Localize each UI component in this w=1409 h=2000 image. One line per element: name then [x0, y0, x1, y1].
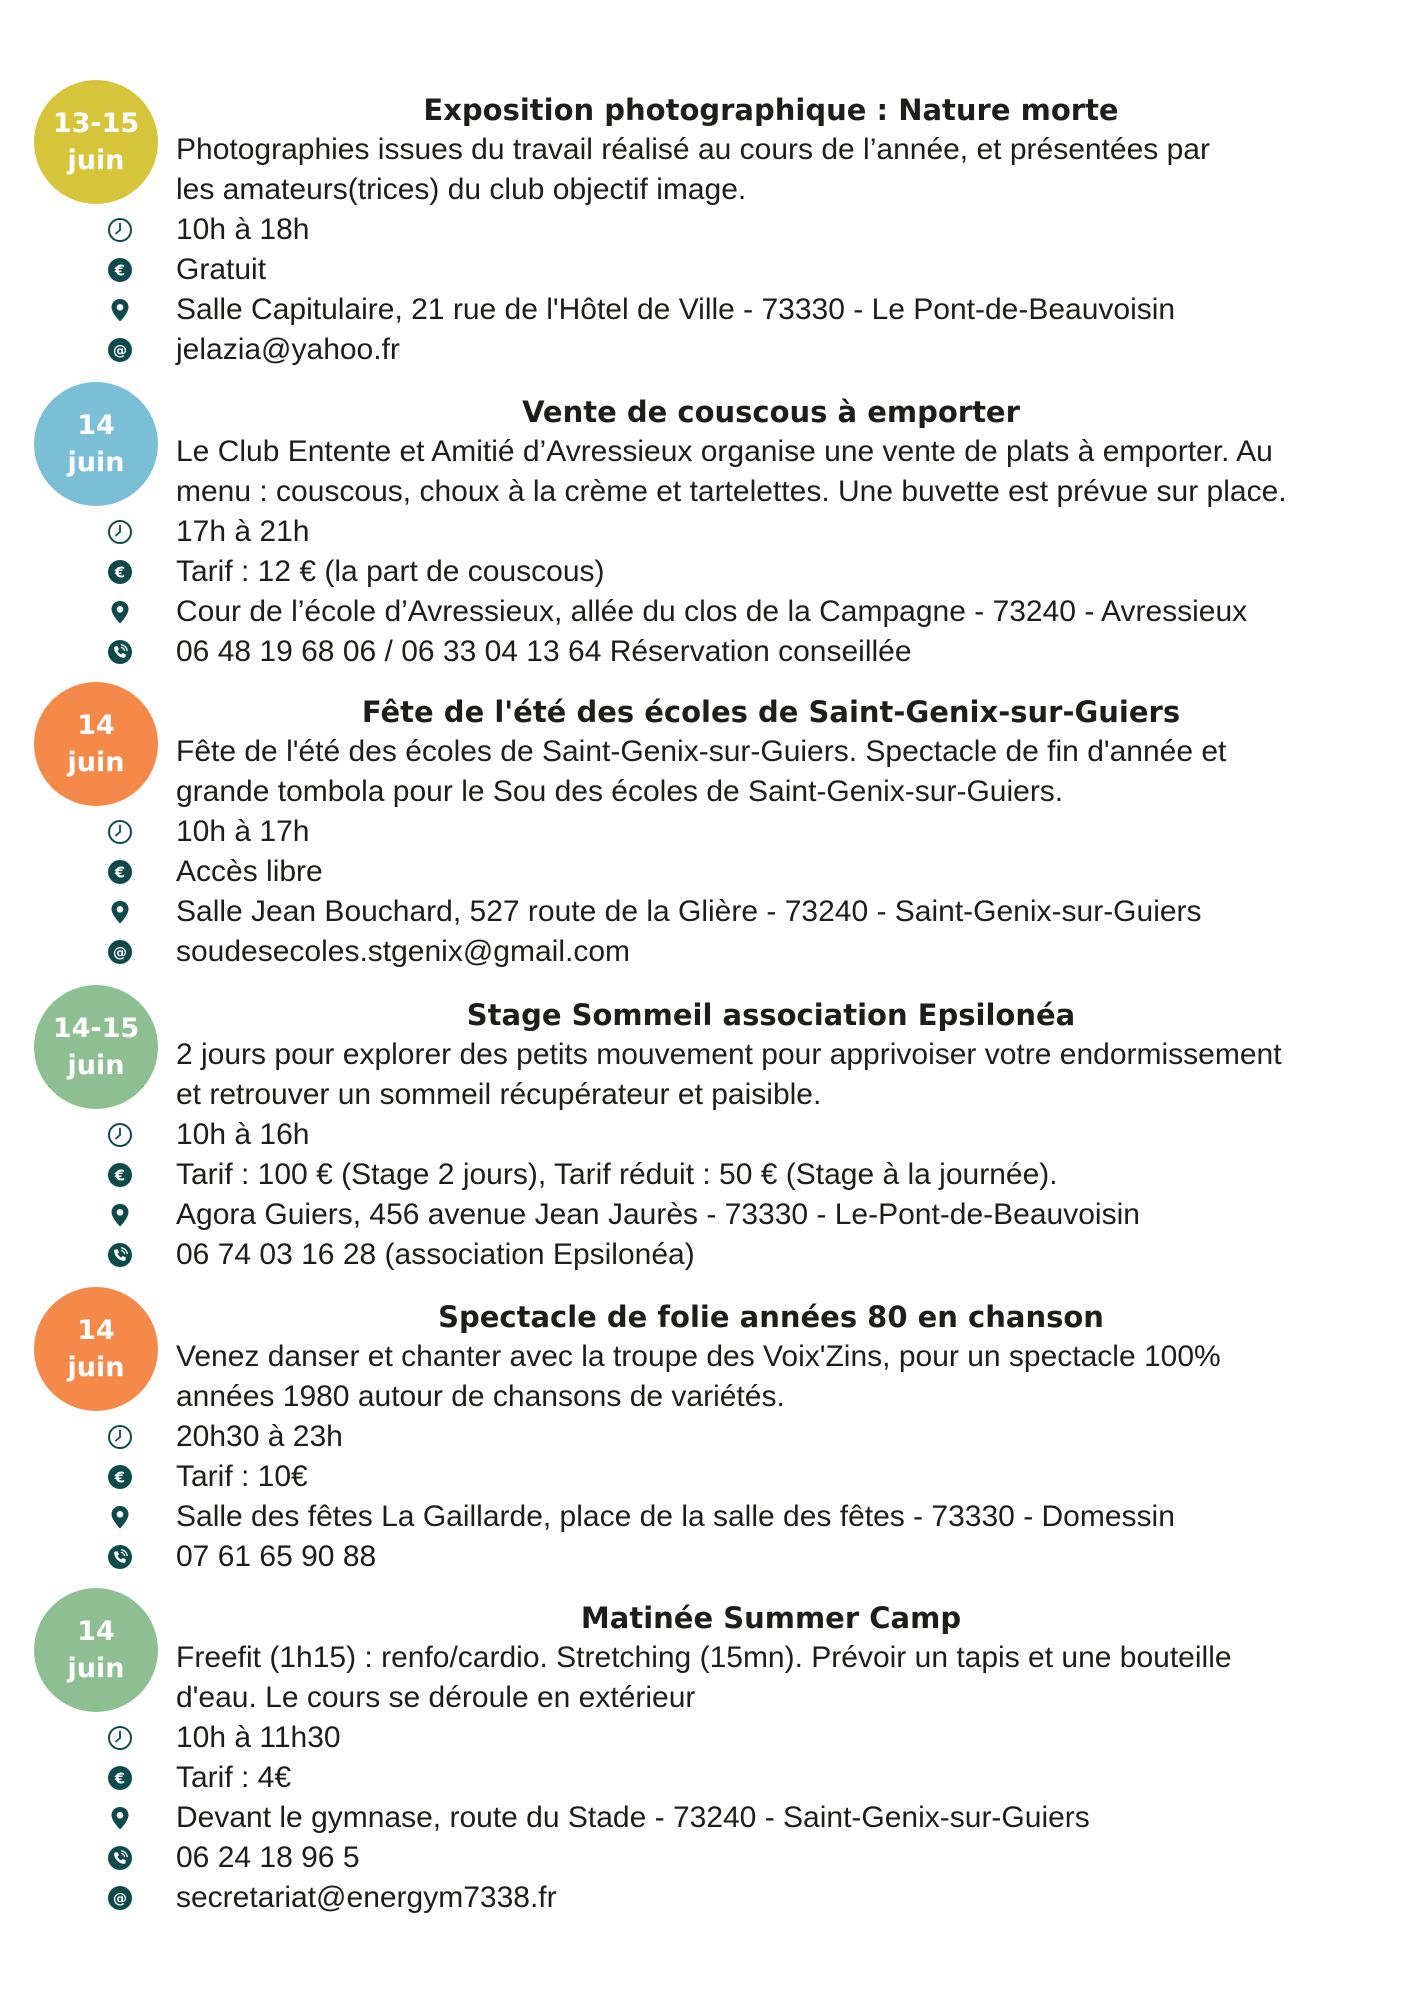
event-detail-text: Gratuit	[176, 253, 267, 286]
event-detail-row	[0, 1457, 1409, 1497]
event-detail-row	[0, 552, 1409, 592]
date-badge-day: 14	[77, 1616, 115, 1647]
event-detail-text: Accès libre	[176, 855, 323, 888]
event-title: Spectacle de folie années 80 en chanson	[438, 1300, 1104, 1334]
event-detail-text: 10h à 17h	[176, 815, 310, 848]
date-badge-day: 14	[77, 710, 115, 741]
date-badge-day: 14-15	[52, 1013, 140, 1044]
event-detail-text: Agora Guiers, 456 avenue Jean Jaurès - 73330 - Le-Pont-de-Beauvoisin	[176, 1198, 1140, 1231]
event-detail-row	[0, 1417, 1409, 1457]
phone-icon	[107, 1845, 133, 1871]
phone-number[interactable]: 06 48 19 68 06 / 06 33 04 13 64 Réservation conseillée	[176, 635, 912, 668]
event-detail-text: Devant le gymnase, route du Stade - 73240 - Saint-Genix-sur-Guiers	[176, 1801, 1090, 1834]
event-detail-text: 10h à 16h	[176, 1118, 310, 1151]
clock-icon	[107, 1424, 133, 1450]
date-badge-month: juin	[67, 1050, 125, 1081]
event-detail-row	[0, 1155, 1409, 1195]
location-pin-icon	[107, 899, 133, 925]
event-content	[0, 130, 1409, 370]
phone-icon	[107, 1242, 133, 1268]
event-detail-row	[0, 1235, 1409, 1275]
event-description: Photographies issues du travail réalisé au cours de l’année, et présentées par les amateurs(trices) du club objectif image.	[176, 133, 1210, 206]
euro-icon	[107, 559, 133, 585]
event-detail-row	[0, 1195, 1409, 1235]
event-detail-row	[0, 210, 1409, 250]
svg-text:@: @	[113, 945, 127, 961]
event-detail-text: Cour de l’école d’Avressieux, allée du clos de la Campagne - 73240 - Avressieux	[176, 595, 1248, 628]
event-detail-row	[0, 1718, 1409, 1758]
svg-text:@: @	[113, 343, 127, 359]
email-link[interactable]: soudesecoles.stgenix@gmail.com	[176, 935, 630, 968]
event-content	[0, 432, 1409, 672]
event-detail-row	[0, 1115, 1409, 1155]
location-pin-icon	[107, 1504, 133, 1530]
event-title: Matinée Summer Camp	[580, 1601, 962, 1635]
clock-icon	[107, 217, 133, 243]
event-detail-row	[0, 852, 1409, 892]
svg-text:€: €	[114, 1468, 126, 1487]
date-badge-month: juin	[67, 1352, 125, 1383]
clock-icon	[107, 519, 133, 545]
event-detail-text: 20h30 à 23h	[176, 1420, 343, 1453]
event-detail-row	[0, 1798, 1409, 1838]
date-badge-month: juin	[67, 1653, 125, 1684]
event-detail-text: Salle des fêtes La Gaillarde, place de la salle des fêtes - 73330 - Domessin	[176, 1500, 1175, 1533]
event-detail-row	[0, 892, 1409, 932]
at-sign-icon	[107, 337, 133, 363]
svg-text:€: €	[114, 863, 126, 882]
event-detail-row	[0, 250, 1409, 290]
event-detail-text: Tarif : 12 € (la part de couscous)	[176, 555, 605, 588]
phone-number[interactable]: 06 74 03 16 28 (association Epsilonéa)	[176, 1238, 695, 1271]
svg-text:€: €	[114, 1166, 126, 1185]
date-badge-month: juin	[67, 747, 125, 778]
location-pin-icon	[107, 1202, 133, 1228]
phone-icon	[107, 1544, 133, 1570]
location-pin-icon	[107, 297, 133, 323]
event-description: Venez danser et chanter avec la troupe des Voix'Zins, pour un spectacle 100% années 1980 autour de chansons de variétés.	[176, 1340, 1221, 1413]
event-description: Freefit (1h15) : renfo/cardio. Stretching (15mn). Prévoir un tapis et une bouteille d'eau. Le cours se déroule en extérieur	[176, 1641, 1232, 1714]
euro-icon	[107, 1765, 133, 1791]
clock-icon	[107, 1122, 133, 1148]
event-title: Vente de couscous à emporter	[522, 395, 1020, 429]
event-detail-row	[0, 290, 1409, 330]
date-badge-month: juin	[67, 145, 125, 176]
event-description: 2 jours pour explorer des petits mouvement pour apprivoiser votre endormissement et retrouver un sommeil récupérateur et paisible.	[176, 1038, 1282, 1111]
event-detail-row	[0, 592, 1409, 632]
event-title: Stage Sommeil association Epsilonéa	[466, 998, 1076, 1032]
location-pin-icon	[107, 1805, 133, 1831]
euro-icon	[107, 1162, 133, 1188]
event-detail-text: Tarif : 100 € (Stage 2 jours), Tarif réduit : 50 € (Stage à la journée).	[176, 1158, 1058, 1191]
event-detail-row	[0, 1537, 1409, 1577]
event-description: Fête de l'été des écoles de Saint-Genix-sur-Guiers. Spectacle de fin d'année et grande tombola pour le Sou des écoles de Saint-Genix-sur-Guiers.	[176, 735, 1227, 808]
event-detail-text: Tarif : 10€	[176, 1460, 308, 1493]
event-detail-text: 10h à 18h	[176, 213, 310, 246]
event-detail-text: 10h à 11h30	[176, 1721, 341, 1754]
at-sign-icon	[107, 1885, 133, 1911]
event-detail-row	[0, 1838, 1409, 1878]
event-detail-row	[0, 512, 1409, 552]
date-badge-day: 13-15	[52, 108, 140, 139]
phone-number[interactable]: 07 61 65 90 88	[176, 1540, 377, 1573]
euro-icon	[107, 859, 133, 885]
event-content	[0, 732, 1409, 972]
event-detail-row	[0, 330, 1409, 370]
event-content	[0, 1035, 1409, 1275]
date-badge-day: 14	[77, 410, 115, 441]
event-title: Exposition photographique : Nature morte	[423, 93, 1119, 127]
event-content	[0, 1337, 1409, 1577]
svg-text:€: €	[114, 261, 126, 280]
event-detail-row	[0, 1878, 1409, 1918]
event-title: Fête de l'été des écoles de Saint-Genix-sur-Guiers	[361, 695, 1181, 729]
event-detail-row	[0, 1758, 1409, 1798]
event-detail-text: Tarif : 4€	[176, 1761, 292, 1794]
email-link[interactable]: secretariat@energym7338.fr	[176, 1881, 557, 1914]
euro-icon	[107, 1464, 133, 1490]
phone-icon	[107, 639, 133, 665]
event-description: Le Club Entente et Amitié d’Avressieux organise une vente de plats à emporter. Au menu : couscous, choux à la crème et tartelettes. Une buvette est prévue sur place.	[176, 435, 1287, 508]
svg-text:€: €	[114, 563, 126, 582]
event-detail-text: Salle Jean Bouchard, 527 route de la Glière - 73240 - Saint-Genix-sur-Guiers	[176, 895, 1202, 928]
clock-icon	[107, 1725, 133, 1751]
event-detail-row	[0, 812, 1409, 852]
event-detail-text: 17h à 21h	[176, 515, 310, 548]
date-badge-day: 14	[77, 1315, 115, 1346]
event-detail-text: Salle Capitulaire, 21 rue de l'Hôtel de Ville - 73330 - Le Pont-de-Beauvoisin	[176, 293, 1176, 326]
event-content	[0, 1638, 1409, 1918]
euro-icon	[107, 257, 133, 283]
event-detail-row	[0, 1497, 1409, 1537]
event-detail-row	[0, 632, 1409, 672]
email-link[interactable]: jelazia@yahoo.fr	[176, 333, 400, 366]
date-badge-month: juin	[67, 447, 125, 478]
location-pin-icon	[107, 599, 133, 625]
svg-text:€: €	[114, 1769, 126, 1788]
clock-icon	[107, 819, 133, 845]
phone-number[interactable]: 06 24 18 96 5	[176, 1841, 360, 1874]
svg-text:@: @	[113, 1891, 127, 1907]
event-detail-row	[0, 932, 1409, 972]
at-sign-icon	[107, 939, 133, 965]
